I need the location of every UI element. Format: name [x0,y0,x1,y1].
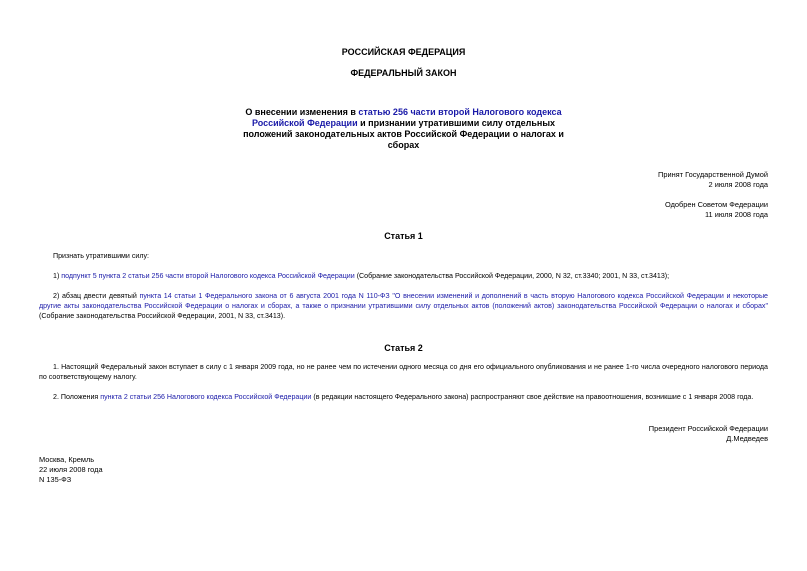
place-date: 22 июля 2008 года [39,465,103,474]
article1-item1 [39,271,768,281]
article1-intro: Признать утратившими силу: [53,252,150,260]
article2-p2 [39,392,768,402]
doc-type-heading: ФЕДЕРАЛЬНЫЙ ЗАКОН [350,68,457,78]
law-number: N 135-ФЗ [39,475,72,484]
article1-item2 [39,291,768,321]
duma-line2: 2 июля 2008 года [708,180,768,189]
title-part2: и признании утратившими силу отдельных положений законодательных актов Российской Федерации о налогах и сборах [243,118,564,150]
country-heading: РОССИЙСКАЯ ФЕДЕРАЦИЯ [341,47,466,57]
council-line2: 11 июля 2008 года [705,210,768,219]
title-link[interactable]: статью 256 части второй Налогового кодекса Российской Федерации [251,107,562,128]
signature-name: Д.Медведев [726,434,768,443]
p2-pre: 2. Положения [53,393,101,401]
p2-rest: (в редакции настоящего Федерального закона) распространяют свое действие на правоотношения, возникшие с 1 января 2008 года. [311,393,754,401]
article1-heading: Статья 1 [384,231,423,241]
article2-p1: 1. Настоящий Федеральный закон вступает в силу с 1 января 2009 года, но не ранее чем по истечении одного месяца со дня его официального опубликования и не ранее 1-го числа очередного налогового периода по соответствующему налогу. [39,363,768,381]
item2-rest: (Собрание законодательства Российской Федерации, 2001, N 33, ст.3413). [39,312,286,320]
item2-link[interactable]: пункта 14 статьи 1 Федерального закона от 6 августа 2001 года N 110-ФЗ "О внесении изменений и дополнений в часть вторую Налогового кодекса Российской Федерации и некоторые другие акты законодательства Российской Федерации о налогах и сборах, а также о признании утратившими силу отдельных актов (положений актов) законодательства Российской Федерации о налогах и сборах" [39,292,769,310]
signature-block [649,424,768,444]
p2-link[interactable]: пункта 2 статьи 256 Налогового кодекса Российской Федерации [100,393,312,401]
article2-heading: Статья 2 [384,343,423,353]
place-block [39,455,103,485]
duma-adoption [658,170,768,190]
council-approval [665,200,768,220]
signature-title: Президент Российской Федерации [648,424,768,433]
place-city: Москва, Кремль [39,455,95,464]
duma-line1: Принят Государственной Думой [658,170,768,179]
item2-num: 2) абзац двести девятый [53,292,140,300]
title-part1: О внесении изменения в [245,107,359,117]
item1-num: 1) [53,272,62,280]
item1-link[interactable]: подпункт 5 пункта 2 статьи 256 части второй Налогового кодекса Российской Федерации [61,272,355,280]
law-title [230,107,577,151]
council-line1: Одобрен Советом Федерации [665,200,768,209]
item1-rest: (Собрание законодательства Российской Федерации, 2000, N 32, ст.3340; 2001, N 33, ст.3413); [354,272,670,280]
